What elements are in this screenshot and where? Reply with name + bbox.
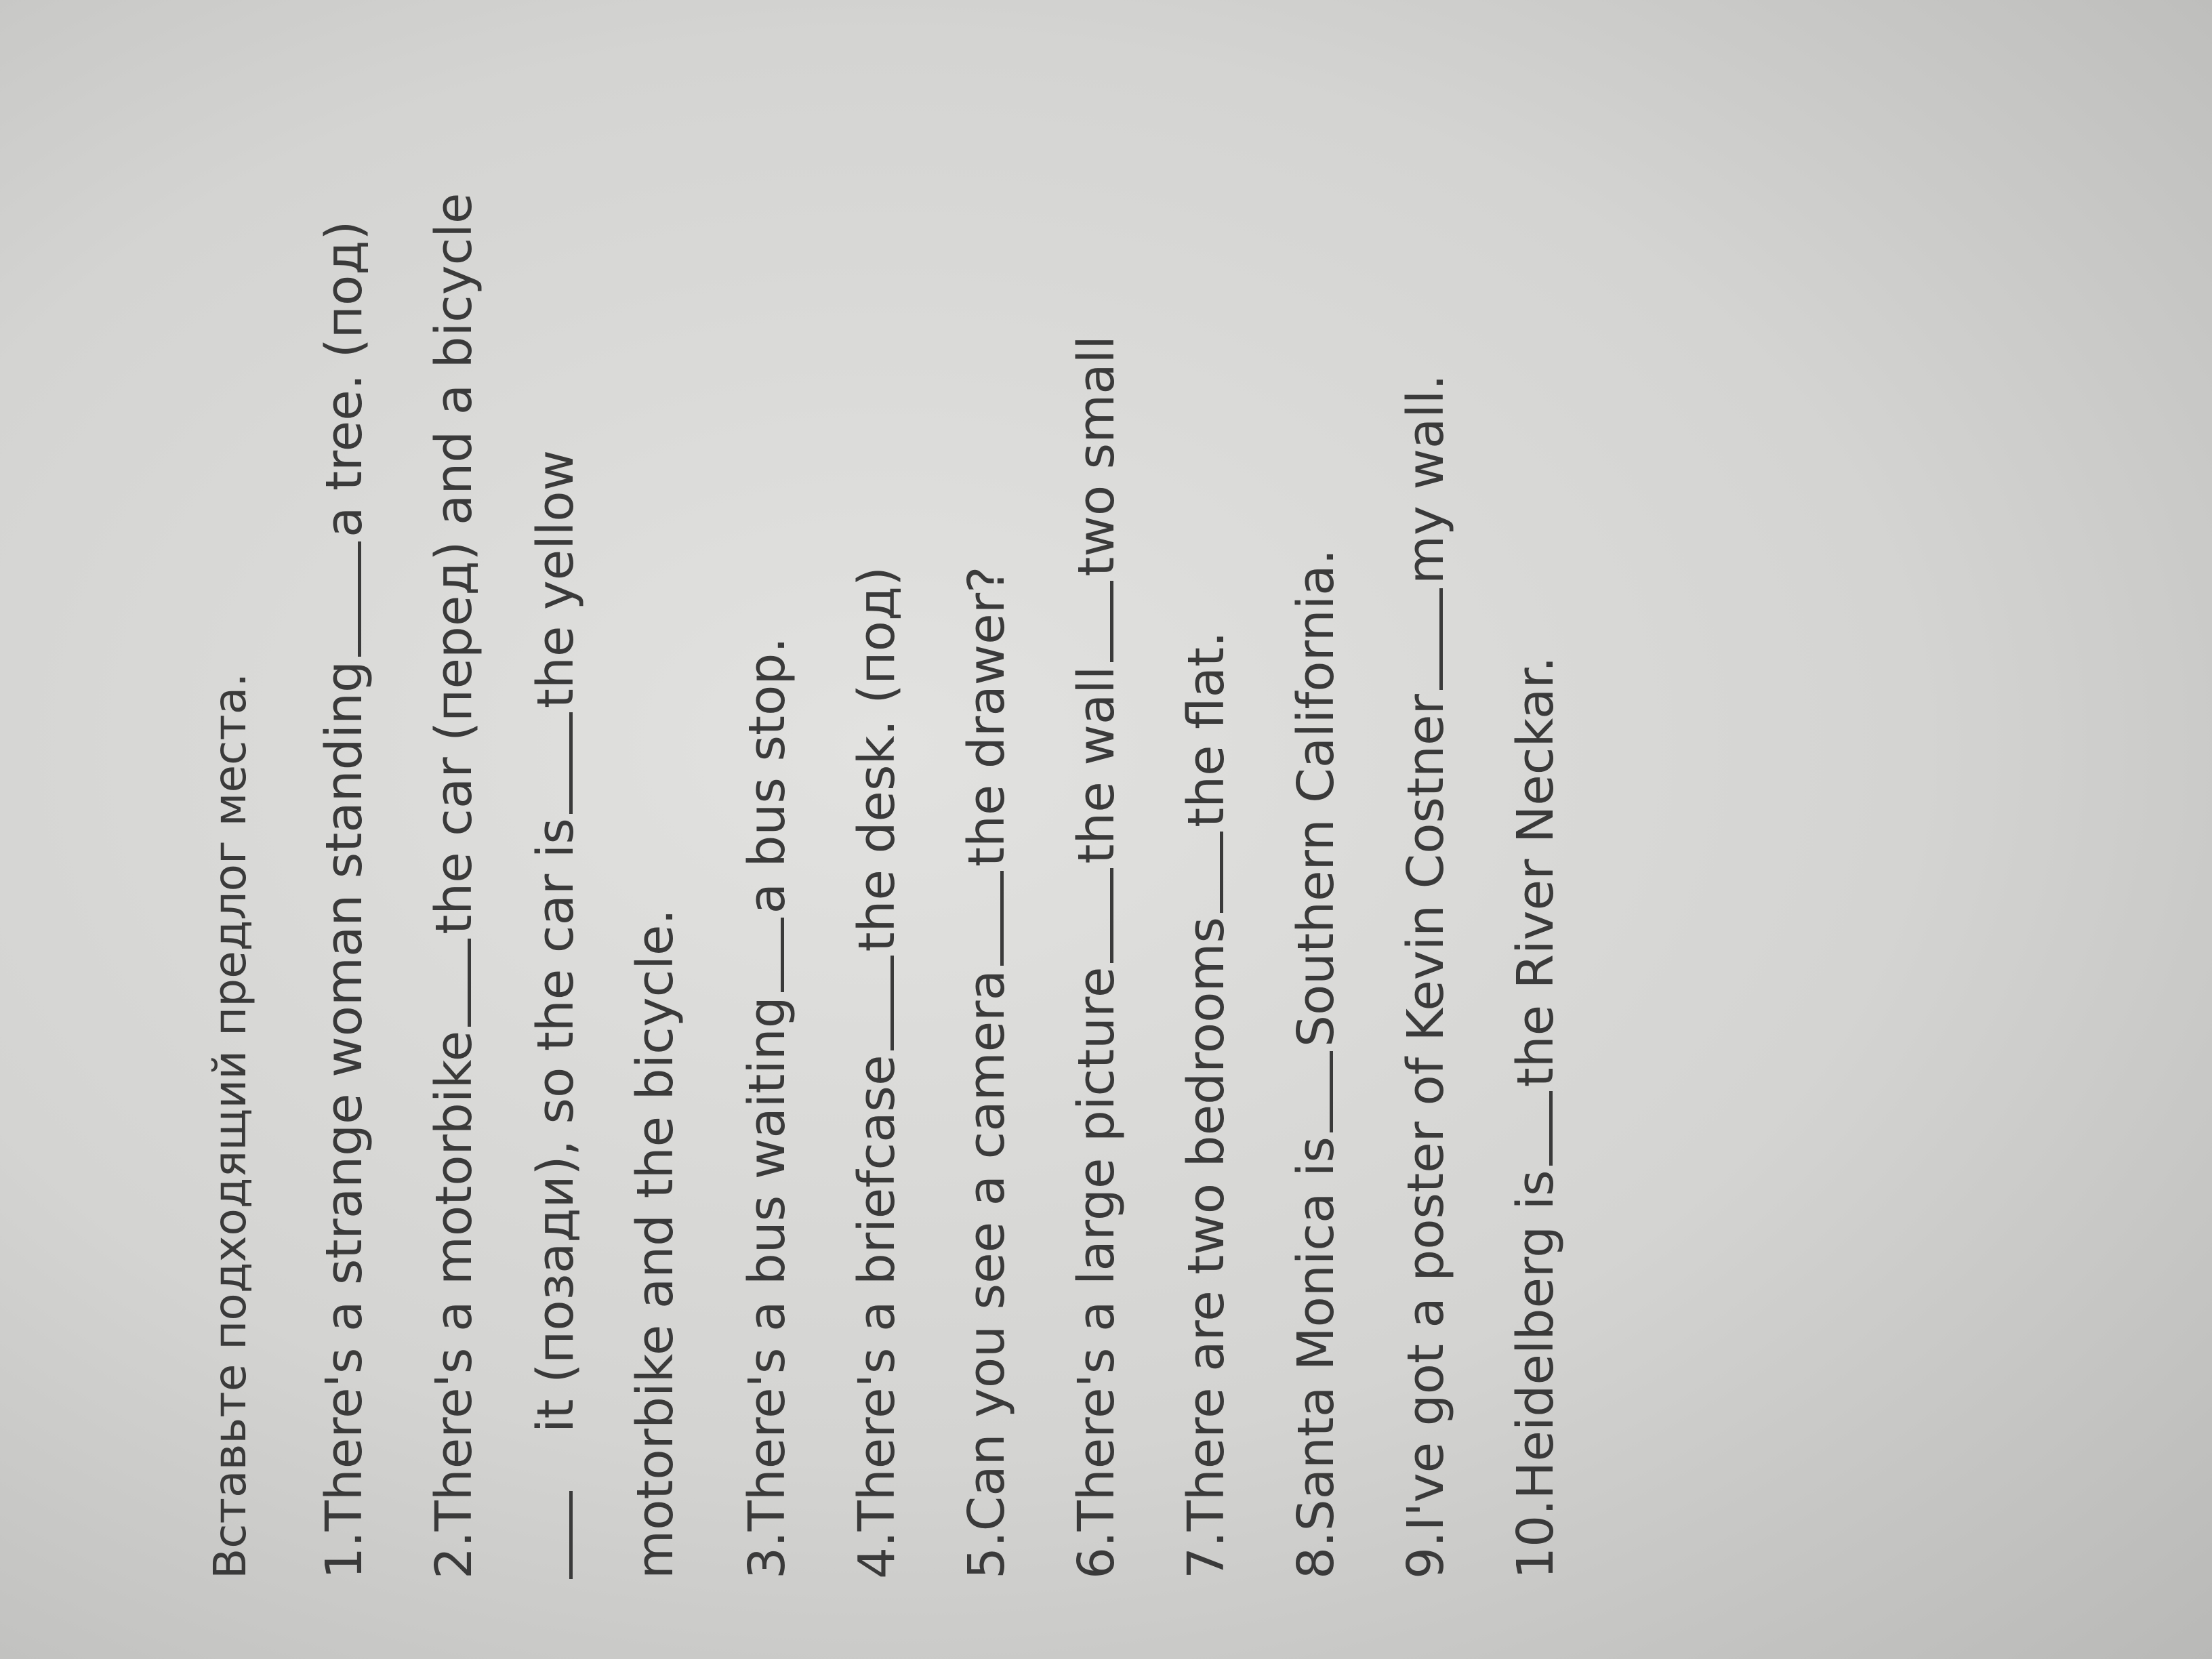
- item-4-text-start: 4.There's a briefcase: [848, 1054, 906, 1579]
- list-item-2-line-3: [626, 20, 684, 1579]
- worksheet-content: [203, 20, 1618, 1579]
- list-item-8: [1289, 20, 1343, 1579]
- list-item-1: [317, 20, 371, 1579]
- item-1-text-start: 1.There's a strange woman standing: [315, 661, 373, 1579]
- item-5-text-end: the drawer?: [958, 566, 1016, 867]
- answer-blank-7[interactable]: [1179, 832, 1223, 913]
- answer-blank-2b[interactable]: [529, 1491, 573, 1579]
- answer-blank-6a[interactable]: [1069, 868, 1113, 963]
- item-10-text-start: 10.Heidelberg is: [1507, 1170, 1565, 1579]
- item-2-text-start: 2.There's a motorbike: [425, 1030, 483, 1579]
- item-2-text-line2: it (позади), so the car is: [527, 818, 585, 1433]
- item-8-text-end: Southern California.: [1287, 548, 1345, 1048]
- answer-blank-6b[interactable]: [1069, 581, 1113, 662]
- list-item-9: [1399, 20, 1453, 1579]
- list-item-2-line-1: [427, 20, 481, 1579]
- answer-blank-5[interactable]: [960, 871, 1004, 966]
- item-9-text-end: my wall.: [1397, 374, 1455, 585]
- list-item-5: [960, 20, 1014, 1579]
- list-item-2-line-2: [529, 20, 583, 1579]
- item-1-text-end: a tree. (под): [315, 220, 373, 538]
- worksheet-title: Вставьте подходящий предлог места.: [204, 672, 256, 1579]
- list-item-10: [1509, 20, 1563, 1579]
- item-3-text-start: 3.There's a bus waiting: [738, 996, 796, 1579]
- item-2-text-mid: the car (перед) and a bicycle: [425, 192, 483, 935]
- answer-blank-8[interactable]: [1289, 1051, 1333, 1132]
- item-6-text-start: 6.There's a large picture: [1067, 966, 1126, 1579]
- item-2-text-line3: motorbike and the bicycle.: [626, 909, 684, 1579]
- answer-blank-3[interactable]: [740, 918, 784, 992]
- list-item-6: [1069, 20, 1124, 1579]
- answer-blank-10[interactable]: [1509, 1091, 1553, 1166]
- item-2-text-line2-end: the yellow: [527, 449, 585, 709]
- answer-blank-2a[interactable]: [427, 939, 471, 1027]
- answer-blank-2c[interactable]: [529, 712, 573, 814]
- answer-blank-4[interactable]: [850, 956, 894, 1051]
- item-4-text-end: the desk. (под): [848, 567, 906, 952]
- item-6-text-mid: the wall: [1067, 665, 1126, 864]
- item-6-text-end: two small: [1067, 335, 1126, 577]
- list-item-7: [1179, 20, 1233, 1579]
- answer-blank-9[interactable]: [1399, 588, 1443, 690]
- answer-blank-1[interactable]: [317, 541, 361, 657]
- list-item-4: [850, 20, 904, 1579]
- item-7-text-start: 7.There are two bedrooms: [1177, 916, 1235, 1579]
- list-item-3: [740, 20, 794, 1579]
- item-10-text-end: the River Neckar.: [1507, 656, 1565, 1088]
- item-7-text-end: the flat.: [1177, 631, 1235, 827]
- item-8-text-start: 8.Santa Monica is: [1287, 1136, 1345, 1579]
- item-9-text-start: 9.I've got a poster of Kevin Costner: [1397, 694, 1455, 1579]
- item-3-text-end: a bus stop.: [738, 637, 796, 914]
- item-5-text-start: 5.Can you see a camera: [958, 970, 1016, 1579]
- exercise-list: [317, 20, 1563, 1579]
